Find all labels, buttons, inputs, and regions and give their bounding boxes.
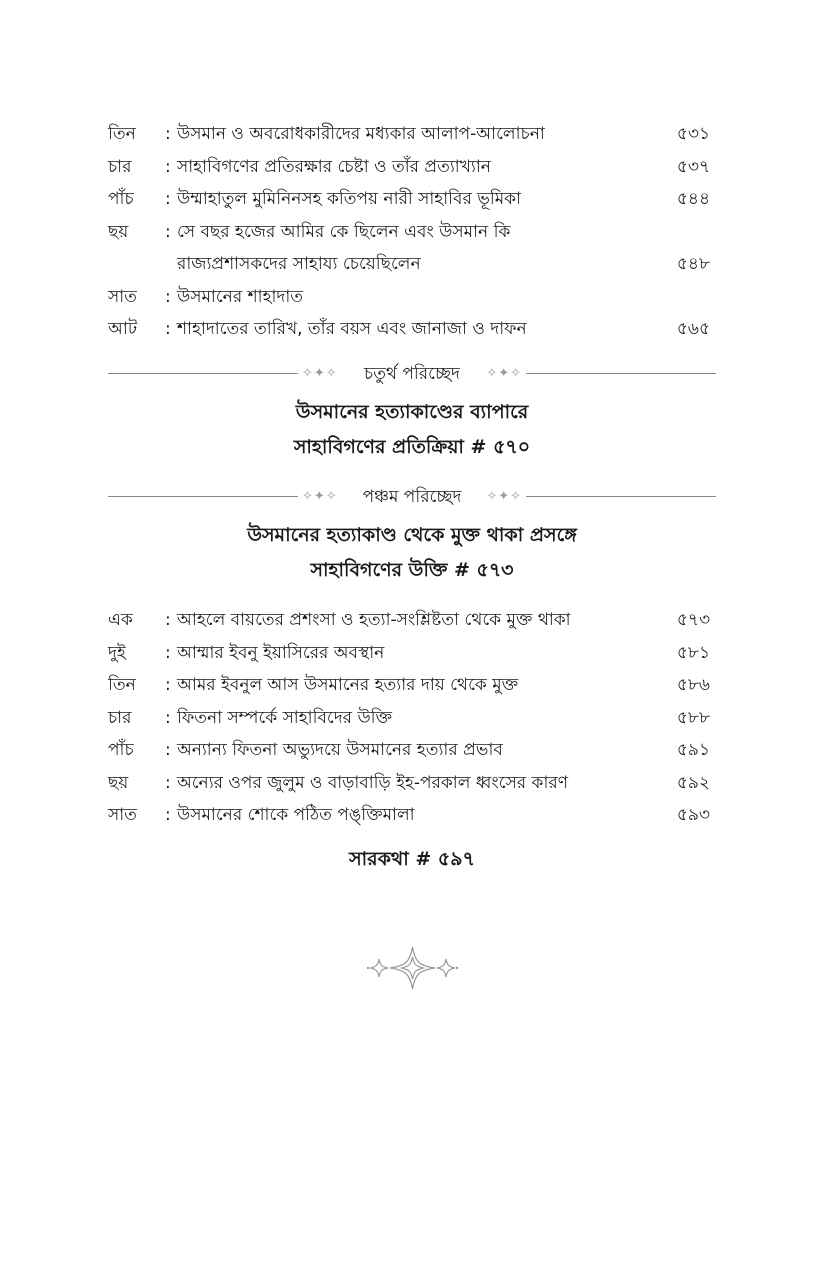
toc-row[interactable]: তিন : উসমান ও অবরোধকারীদের মধ্যকার আলাপ-আলোচনা ৫৩১ [108, 118, 716, 151]
toc-row-page: ৫৯৩ [676, 805, 710, 825]
divider-rule-right [526, 373, 716, 374]
toc-row-continuation[interactable] [108, 248, 716, 281]
toc-row-title: উসমানের শাহাদাত [177, 286, 304, 307]
chapter-4-divider [108, 362, 716, 386]
toc-row-page: ৫৩১ [676, 124, 710, 144]
toc-row-page: ৫৪৪ [676, 189, 710, 209]
sparkle-ornament-icon: ✧✦✧ [302, 366, 338, 381]
toc-row-title: উসমান ও অবরোধকারীদের মধ্যকার আলাপ-আলোচনা [177, 124, 545, 144]
toc-row-title: অন্যান্য ফিতনা অভ্যুদয়ে উসমানের হত্যার প্রভাব [177, 740, 503, 760]
toc-row-title: সাহাবিগণের প্রতিরক্ষার চেষ্টা ও তাঁর প্রত্যাখ্যান [177, 156, 491, 177]
toc-row[interactable]: পাঁচ : উম্মাহাতুল মুমিনিনসহ কতিপয় নারী সাহাবির ভূমিকা ৫৪৪ [108, 183, 716, 216]
chapter-5-title-line-2[interactable]: সাহাবিগণের উক্তি # ৫৭৩ [310, 559, 514, 581]
toc-row-title: অন্যের ওপর জুলুম ও বাড়াবাড়ি ইহ-পরকাল ধ্বংসের কারণ [177, 772, 569, 793]
toc-row-number: দুই [108, 642, 126, 663]
toc-row-number: তিন [108, 124, 136, 144]
toc-row[interactable]: ছয় : অন্যের ওপর জুলুম ও বাড়াবাড়ি ইহ-পরকাল ধ্বংসের কারণ ৫৯২ [108, 767, 716, 800]
toc-row[interactable]: এক : আহলে বায়তের প্রশংসা ও হত্যা-সংশ্লিষ্টতা থেকে মুক্ত থাকা ৫৭৩ [108, 604, 716, 637]
toc-row[interactable]: দুই : আম্মার ইবনু ইয়াসিরের অবস্থান ৫৮১ [108, 637, 716, 670]
chapter-5-title-line-1[interactable]: উসমানের হত্যাকাণ্ড থেকে মুক্ত থাকা প্রসঙ্গে [247, 524, 577, 546]
toc-row-number: সাত [108, 286, 137, 307]
toc-row-number: পাঁচ [108, 740, 134, 760]
star-ornament-icon [365, 945, 460, 991]
toc-row-number: ছয় [108, 772, 129, 793]
toc-row-title: সে বছর হজের আমির কে ছিলেন এবং উসমান কি [177, 221, 511, 242]
toc-row-number: চার [108, 156, 132, 177]
toc-row-number: তিন [108, 675, 136, 695]
toc-top-list [108, 118, 716, 346]
toc-row[interactable]: ছয় : সে বছর হজের আমির কে ছিলেন এবং উসমান কি [108, 216, 716, 249]
toc-row-number: ছয় [108, 221, 129, 242]
toc-row-title: শাহাদাতের তারিখ, তাঁর বয়স এবং জানাজা ও দাফন [177, 319, 527, 339]
toc-row-title: ফিতনা সম্পর্কে সাহাবিদের উক্তি [177, 707, 393, 728]
toc-row-title: উসমানের শোকে পঠিত পঙ্‌ক্তিমালা [177, 805, 415, 825]
toc-row-title: রাজ্যপ্রশাসকদের সাহায্য চেয়েছিলেন [177, 254, 421, 274]
toc-row-number: চার [108, 707, 132, 728]
toc-row[interactable]: সাত : উসমানের শাহাদাত [108, 281, 716, 314]
toc-row-title: আহলে বায়তের প্রশংসা ও হত্যা-সংশ্লিষ্টতা থেকে মুক্ত থাকা [177, 610, 571, 630]
summary-title[interactable]: সারকথা # ৫৯৭ [349, 848, 475, 870]
sparkle-ornament-icon: ✧✦✧ [486, 489, 522, 504]
toc-row[interactable]: সাত : উসমানের শোকে পঠিত পঙ্‌ক্তিমালা ৫৯৩ [108, 799, 716, 832]
chapter-5-divider [108, 485, 716, 509]
toc-row-page: ৫৪৮ [676, 254, 710, 274]
chapter-5-label: পঞ্চম পরিচ্ছেদ [362, 487, 462, 507]
toc-row-number: আট [108, 319, 138, 339]
divider-rule-right [526, 496, 716, 497]
toc-chapter-5-list [108, 604, 716, 832]
toc-row-page: ৫৯১ [676, 740, 710, 760]
toc-row[interactable]: চার : সাহাবিগণের প্রতিরক্ষার চেষ্টা ও তাঁর প্রত্যাখ্যান ৫৩৭ [108, 151, 716, 184]
toc-row[interactable]: চার : ফিতনা সম্পর্কে সাহাবিদের উক্তি ৫৮৮ [108, 702, 716, 735]
toc-row-title: উম্মাহাতুল মুমিনিনসহ কতিপয় নারী সাহাবির ভূমিকা [177, 189, 522, 209]
chapter-4-title-line-1[interactable]: উসমানের হত্যাকাণ্ডের ব্যাপারে [295, 401, 529, 423]
toc-row-page: ৫৯২ [676, 772, 710, 793]
toc-row[interactable]: আট : শাহাদাতের তারিখ, তাঁর বয়স এবং জানাজা ও দাফন ৫৬৫ [108, 313, 716, 346]
toc-row-number: এক [108, 610, 133, 630]
sparkle-ornament-icon: ✧✦✧ [486, 366, 522, 381]
toc-row-page: ৫৩৭ [676, 156, 710, 177]
sparkle-ornament-icon: ✧✦✧ [302, 489, 338, 504]
toc-row-title: আম্মার ইবনু ইয়াসিরের অবস্থান [177, 642, 385, 663]
toc-row-number: পাঁচ [108, 189, 134, 209]
chapter-4-label: চতুর্থ পরিচ্ছেদ [364, 364, 460, 384]
toc-row[interactable]: পাঁচ : অন্যান্য ফিতনা অভ্যুদয়ে উসমানের হত্যার প্রভাব ৫৯১ [108, 734, 716, 767]
toc-row-page: ৫৬৫ [676, 319, 710, 339]
toc-row[interactable]: তিন : আমর ইবনুল আস উসমানের হত্যার দায় থেকে মুক্ত ৫৮৬ [108, 669, 716, 702]
chapter-4-title-line-2[interactable]: সাহাবিগণের প্রতিক্রিয়া # ৫৭০ [293, 436, 531, 458]
toc-row-number: সাত [108, 805, 137, 825]
toc-row-page: ৫৮৮ [676, 707, 710, 728]
toc-row-page: ৫৭৩ [676, 610, 710, 630]
toc-row-title: আমর ইবনুল আস উসমানের হত্যার দায় থেকে মুক্ত [177, 675, 519, 695]
toc-row-page: ৫৮১ [676, 642, 710, 663]
toc-row-page: ৫৮৬ [676, 675, 710, 695]
